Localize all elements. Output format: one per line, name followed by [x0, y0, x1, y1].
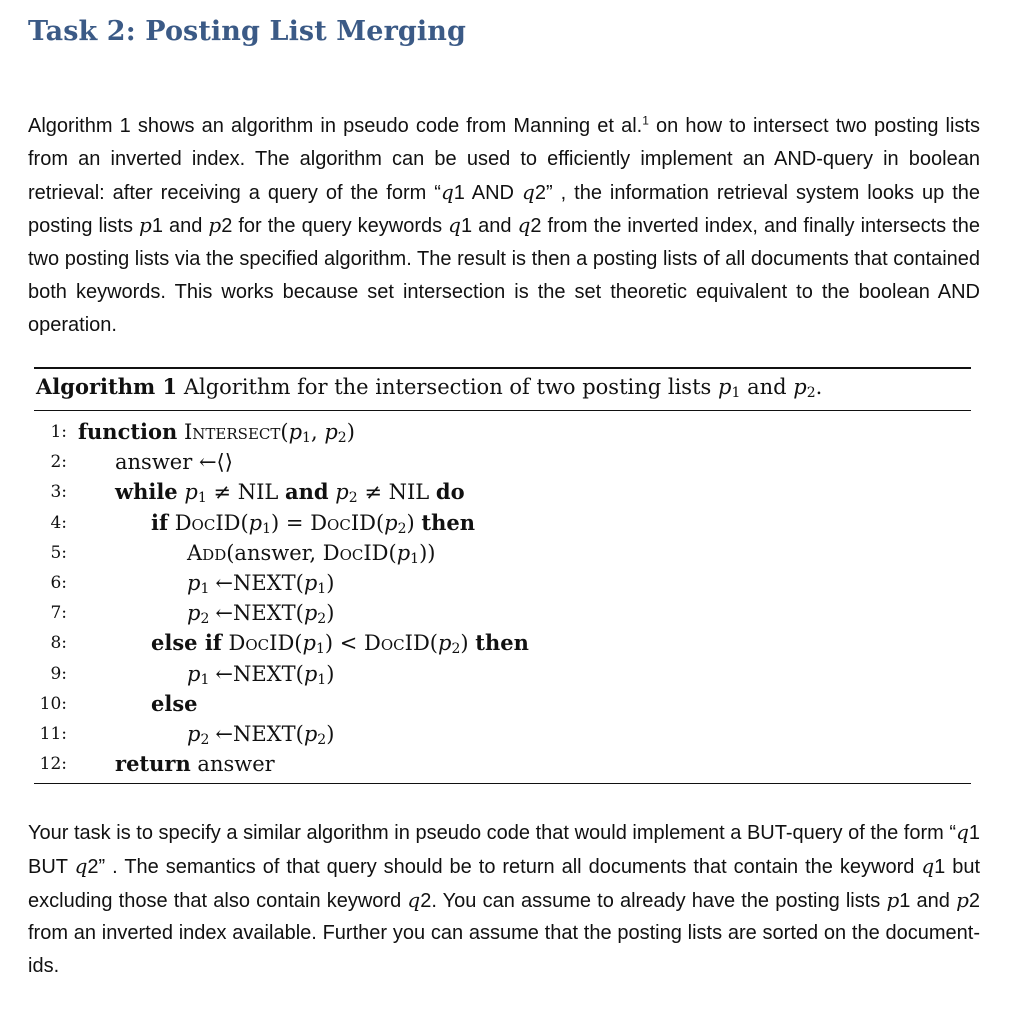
code-text [115, 749, 275, 779]
code-line [34, 598, 971, 628]
intro-paragraph [28, 110, 980, 342]
var-sub: 1 [315, 641, 325, 658]
var-p: p [288, 420, 303, 444]
code-text: $p_2$ $\leftarrow NEXT(p_2)$ [187, 601, 335, 628]
code-text: function $Intersect(p_1$, $p_2$) [78, 419, 355, 446]
var-p: p [184, 480, 198, 505]
query-var-index: 2 [534, 181, 546, 204]
less-than-sign: < [339, 631, 358, 656]
var-p: p [187, 570, 201, 595]
code-text: if $DocID(p_1)$ = $DocID(p_2)$ then [151, 509, 476, 537]
var-sub: 2 [337, 430, 347, 446]
posting-var-p: p [139, 213, 152, 238]
line-number: 3: [50, 482, 67, 503]
func-docid: DocID [364, 631, 430, 656]
code-line [34, 477, 971, 507]
line-number: 12: [39, 754, 67, 775]
var-p: p [324, 420, 338, 444]
query-var-q: q [522, 179, 535, 204]
var-p: p [187, 721, 201, 746]
line-number: 7: [50, 603, 67, 624]
intro-text-2: on how to intersect two posting lists from an inverted index. The algorithm can be used to efficiently implement an AND-query in boolean retrieval: after receiving a query of the form [28, 115, 981, 204]
query-var-index: 2 [87, 855, 99, 878]
keyword-do: do [435, 479, 465, 505]
func-docid: DocID [228, 631, 295, 656]
posting-var-p: p [208, 213, 222, 238]
code-text: answer ←⟨⟩ [115, 450, 233, 475]
code-line [34, 689, 971, 719]
but-operator: BUT [28, 855, 75, 878]
assign-next: ←NEXT [215, 661, 296, 686]
footnote-ref: 1 [642, 113, 649, 128]
not-nil: ≠ NIL [364, 480, 430, 505]
task-text-3: but excluding those that also contain keyword [28, 855, 981, 912]
query-var-q: q [74, 853, 88, 878]
var-p: p [396, 540, 411, 565]
line-number: 2: [50, 452, 67, 473]
open-quote: “ [949, 822, 957, 844]
keyword-var-index: 1 [460, 215, 473, 238]
keyword-then: then [421, 509, 476, 535]
caption-period: . [815, 375, 823, 399]
line-number: 6: [50, 572, 67, 593]
code-line [34, 508, 971, 538]
section-title: Task 2: Posting List Merging [28, 16, 466, 47]
line-number: 8: [50, 633, 67, 654]
code-line [34, 719, 971, 749]
var-sub: 1 [262, 520, 272, 537]
code-line [34, 538, 971, 568]
task-text-4: . You can assume to already have the posting lists [431, 889, 887, 912]
close-quote: ” [98, 855, 106, 878]
var-sub: 2 [317, 611, 327, 628]
posting-var-p: p [956, 887, 969, 912]
var-sub: 2 [397, 520, 407, 537]
line-number: 11: [39, 723, 67, 744]
answer-var: answer, [234, 540, 317, 565]
var-p: p [438, 631, 452, 656]
intro-text-7: from the inverted index, and finally intersects the two posting lists via the specified algorithm. The result is then a posting lists of all documents that contained both keywords. This works because set intersection is the set theoretic equivalent to the boolean AND operation. [28, 215, 981, 336]
var-p: p [248, 510, 263, 535]
caption-sub: 1 [731, 385, 741, 401]
query-var-q: q [440, 179, 454, 204]
var-sub: 2 [200, 731, 210, 748]
var-p: p [187, 661, 201, 686]
open-quote: “ [434, 181, 441, 204]
func-add: Add [187, 540, 227, 565]
posting-var-index: 2 [221, 215, 233, 238]
intro-text-1: Algorithm 1 shows an algorithm in pseudo code from Manning et al. [28, 115, 643, 137]
and-operator: AND [464, 181, 522, 204]
var-p: p [303, 601, 318, 626]
line-number: 9: [50, 663, 67, 684]
keyword-return: return [115, 751, 191, 777]
func-docid: DocID [322, 540, 389, 565]
keyword-var-q: q [517, 213, 531, 238]
caption-text: Algorithm for the intersection of two posting lists [183, 375, 712, 399]
var-p: p [187, 601, 201, 626]
assign-next: ←NEXT [215, 601, 296, 626]
query-var-q: q [956, 820, 969, 844]
var-sub: 1 [200, 671, 210, 688]
code-line [34, 417, 971, 447]
func-docid: DocID [310, 510, 376, 535]
var-sub: 2 [317, 731, 327, 748]
function-name: Intersect [184, 420, 281, 444]
var-p: p [384, 510, 398, 535]
keyword-then: then [475, 630, 529, 656]
keyword-function: function [78, 419, 178, 444]
func-docid: DocID [174, 510, 241, 535]
equals-sign: = [285, 510, 304, 535]
code-line [34, 749, 971, 779]
keyword-else-if: else if [151, 630, 222, 656]
keyword-and: and [285, 479, 329, 505]
var-sub: 2 [200, 611, 210, 628]
var-p: p [302, 631, 316, 656]
intro-text-6: and [472, 215, 518, 238]
code-text: Add(answer, $DocID(p_1)$) [187, 540, 436, 567]
code-text: $p_2$ $\leftarrow NEXT(p_2)$ [187, 721, 335, 748]
algorithm-box [34, 367, 971, 784]
code-line [34, 628, 971, 658]
keyword-while: while [115, 479, 178, 505]
assign-next: ←NEXT [215, 721, 296, 746]
var-sub: 1 [197, 490, 207, 507]
var-sub: 1 [302, 430, 311, 446]
keyword-var-q: q [448, 213, 461, 238]
posting-var-index: 1 [899, 889, 911, 912]
caption-and: and [747, 375, 787, 399]
var-sub: 1 [317, 580, 327, 597]
line-number: 4: [50, 512, 67, 533]
keyword-var-index: 2 [420, 889, 432, 912]
var-sub: 1 [410, 550, 420, 567]
task-paragraph [28, 816, 980, 983]
code-text: else if $DocID(p_1)$ < $DocID(p_2)$ then [151, 630, 529, 658]
task-text-1: Your task is to specify a similar algorithm in pseudo code that would implement a BUT-query of the form [28, 822, 950, 844]
var-p: p [335, 480, 349, 505]
code-line [34, 447, 971, 477]
var-p: p [303, 661, 318, 686]
line-number: 10: [39, 693, 67, 714]
keyword-var-q: q [921, 853, 935, 878]
keyword-var-q: q [407, 887, 421, 912]
keyword-var-index: 1 [934, 855, 946, 878]
caption-sub: 2 [806, 385, 816, 401]
posting-var-index: 2 [968, 889, 981, 912]
caption-var-p: p [718, 375, 732, 399]
code-text: $p_1$ $\leftarrow NEXT(p_1)$ [187, 661, 335, 688]
var-sub: 2 [451, 641, 461, 658]
algorithm-label: Algorithm 1 [36, 374, 178, 399]
caption-var-p: p [793, 375, 807, 399]
not-nil: ≠ NIL [213, 480, 279, 505]
bottom-rule [34, 783, 971, 784]
line-number: 5: [50, 542, 67, 563]
task-text-6: from an inverted index available. Further you can assume that the posting lists are sorted on the document-ids. [28, 922, 980, 978]
answer-var: answer [197, 752, 275, 777]
posting-var-p: p [886, 887, 900, 912]
assign-next: ←NEXT [215, 570, 296, 595]
line-number: 1: [50, 422, 67, 442]
keyword-else: else [151, 690, 198, 716]
keyword-var-index: 2 [530, 215, 542, 238]
query-var-index: 1 [968, 822, 980, 844]
posting-var-index: 1 [151, 215, 163, 238]
query-var-index: 1 [453, 181, 465, 204]
task-text-5: and [910, 889, 957, 912]
var-sub: 2 [348, 490, 358, 507]
keyword-if: if [151, 509, 169, 535]
code-line [34, 568, 971, 598]
var-p: p [303, 570, 318, 595]
code-line [34, 659, 971, 689]
algorithm-lines [34, 411, 971, 783]
intro-text-3: , the information retrieval system looks up the posting lists [28, 181, 980, 238]
intro-text-5: for the query keywords [232, 215, 449, 238]
var-sub: 1 [200, 580, 210, 597]
var-sub: 1 [317, 671, 327, 688]
code-text: $p_1$ $\leftarrow NEXT(p_1)$ [187, 570, 335, 597]
intro-text-4: and [162, 215, 209, 238]
var-p: p [303, 721, 318, 746]
algorithm-caption [34, 369, 971, 410]
close-quote: ” [545, 181, 553, 204]
task-text-2: . The semantics of that query should be to return all documents that contain the keyword [105, 855, 922, 878]
